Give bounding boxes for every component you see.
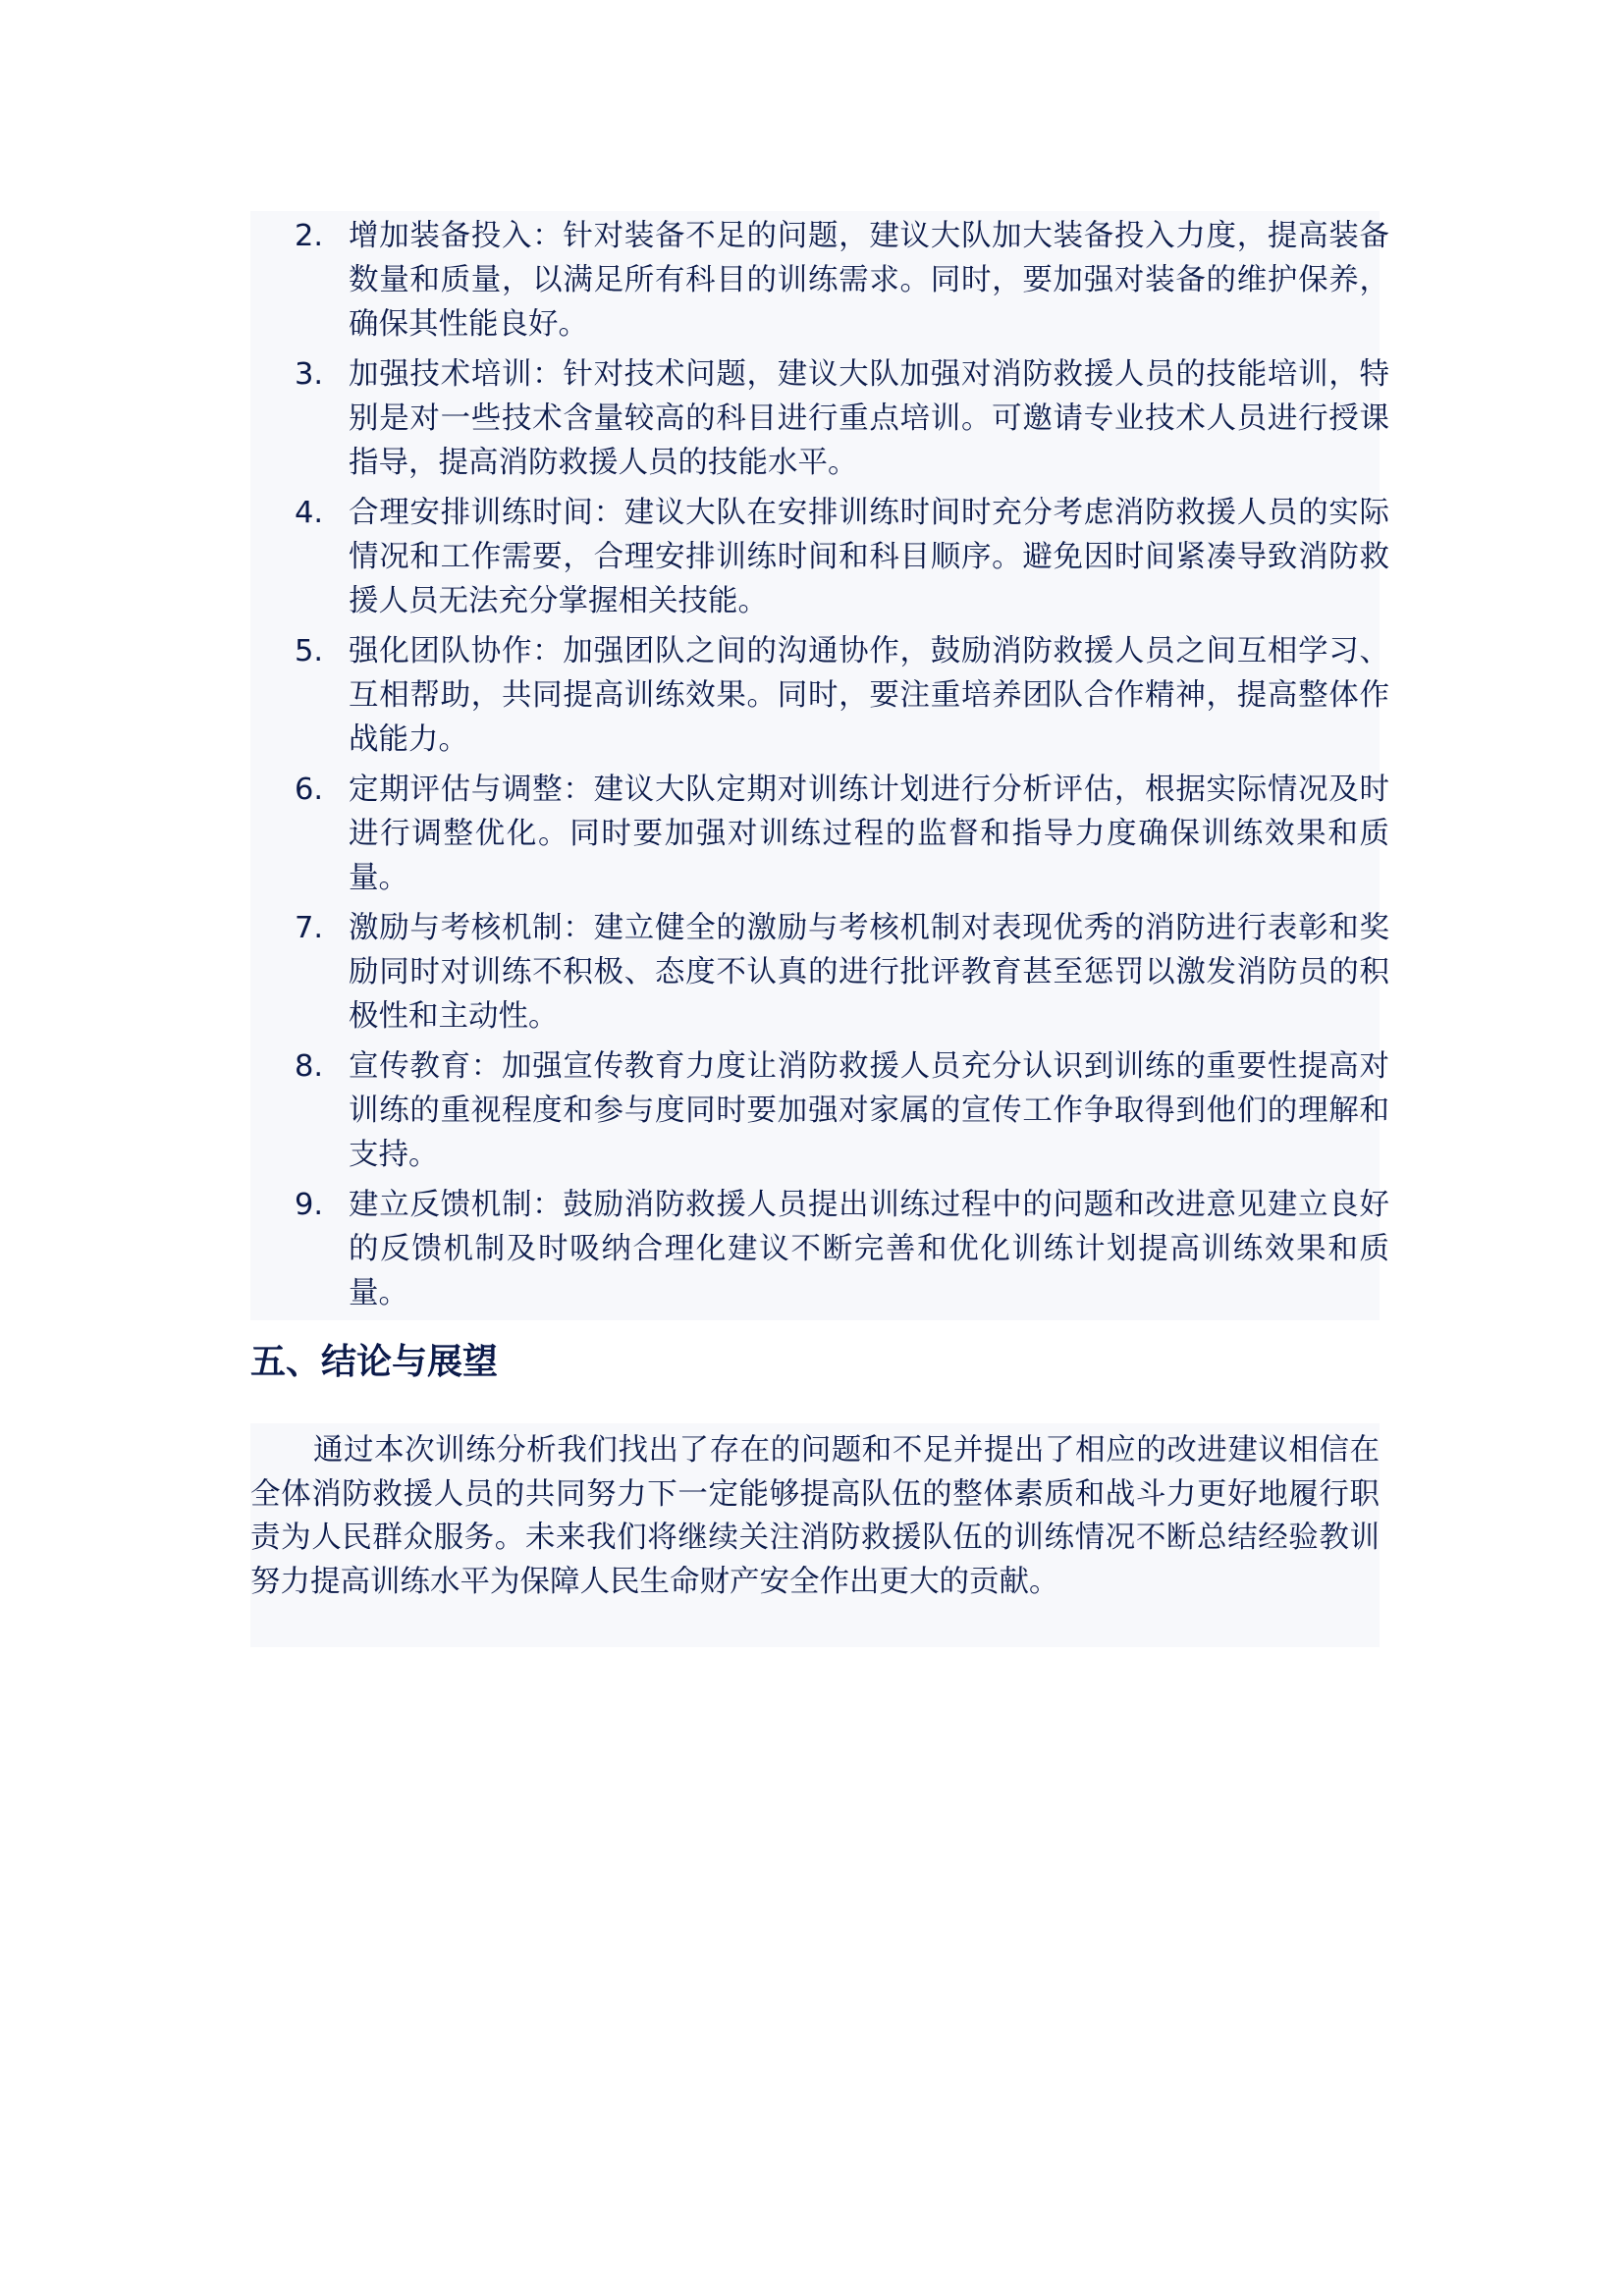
list-item-text: 宣传教育：加强宣传教育力度让消防救援人员充分认识到训练的重要性提高对训练的重视程度和参与度同时要加强对家属的宣传工作争取得到他们的理解和支持。 <box>349 1049 1389 1172</box>
list-item-number: 7. <box>295 911 324 945</box>
list-item-text: 合理安排训练时间：建议大队在安排训练时间时充分考虑消防救援人员的实际情况和工作需要，合理安排训练时间和科目顺序。避免因时间紧凑导致消防救援人员无法充分掌握相关技能。 <box>349 496 1389 618</box>
list-item-text: 定期评估与调整：建议大队定期对训练计划进行分析评估，根据实际情况及时进行调整优化。同时要加强对训练过程的监督和指导力度确保训练效果和质量。 <box>349 773 1389 895</box>
list-item-number: 4. <box>295 496 324 530</box>
list-item <box>250 214 1389 347</box>
list-item-text: 建立反馈机制：鼓励消防救援人员提出训练过程中的问题和改进意见建立良好的反馈机制及时吸纳合理化建议不断完善和优化训练计划提高训练效果和质量。 <box>349 1188 1389 1310</box>
list-item-number: 3. <box>295 357 324 392</box>
list-item-text: 加强技术培训：针对技术问题，建议大队加强对消防救援人员的技能培训，特别是对一些技术含量较高的科目进行重点培训。可邀请专业技术人员进行授课指导，提高消防救援人员的技能水平。 <box>349 357 1389 480</box>
list-item <box>250 629 1389 762</box>
list-item <box>250 906 1389 1039</box>
conclusion-paragraph: 通过本次训练分析我们找出了存在的问题和不足并提出了相应的改进建议相信在全体消防救援人员的共同努力下一定能够提高队伍的整体素质和战斗力更好地履行职责为人民群众服务。未来我们将继续关注消防救援队伍的训练情况不断总结经验教训努力提高训练水平为保障人民生命财产安全作出更大的贡献。 <box>250 1433 1380 1599</box>
section-heading: 五、结论与展望 <box>250 1342 499 1382</box>
list-item-number: 2. <box>295 219 324 253</box>
recommendation-list <box>250 214 1389 1321</box>
list-item <box>250 1183 1389 1315</box>
list-item-number: 9. <box>295 1188 324 1222</box>
list-item <box>250 1044 1389 1177</box>
list-item-number: 8. <box>295 1049 324 1084</box>
list-item-text: 增加装备投入：针对装备不足的问题，建议大队加大装备投入力度，提高装备数量和质量，以满足所有科目的训练需求。同时，要加强对装备的维护保养，确保其性能良好。 <box>349 219 1389 342</box>
list-item <box>250 768 1389 900</box>
list-item-number: 5. <box>295 634 324 668</box>
list-item <box>250 491 1389 623</box>
list-item <box>250 352 1389 485</box>
list-item-number: 6. <box>295 773 324 807</box>
list-item-text: 激励与考核机制：建立健全的激励与考核机制对表现优秀的消防进行表彰和奖励同时对训练不积极、态度不认真的进行批评教育甚至惩罚以激发消防员的积极性和主动性。 <box>349 911 1389 1034</box>
list-item-text: 强化团队协作：加强团队之间的沟通协作，鼓励消防救援人员之间互相学习、互相帮助，共同提高训练效果。同时，要注重培养团队合作精神，提高整体作战能力。 <box>349 634 1389 757</box>
